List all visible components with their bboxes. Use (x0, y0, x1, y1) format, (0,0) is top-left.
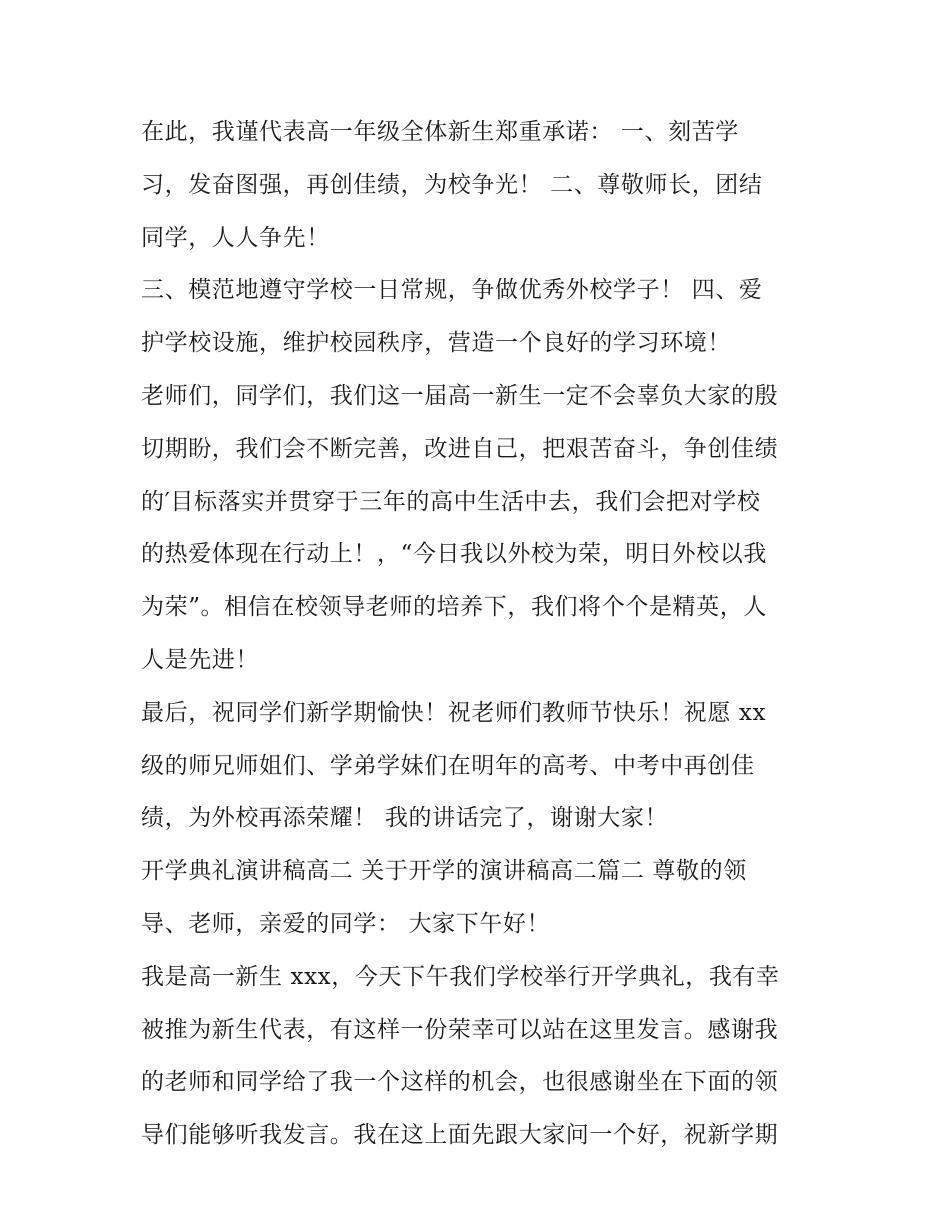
text-line: 导、老师，亲爱的同学： 大家下午好！ (141, 910, 551, 937)
text-line: 人是先进！ (141, 646, 259, 673)
text-line: 为荣”。相信在校领导老师的培养下，我们将个个是精英，人 (141, 594, 767, 621)
text-line: 级的师兄师姐们、学弟学妹们在明年的高考、中考中再创佳 (141, 752, 755, 779)
text-line: 导们能够听我发言。我在这上面先跟大家问一个好，祝新学期 (141, 1122, 779, 1149)
text-line: 我是高一新生 xxx，今天下午我们学校举行开学典礼，我有幸 (141, 963, 780, 990)
text-line: 老师们，同学们，我们这一届高一新生一定不会辜负大家的殷 (141, 382, 779, 409)
text-line: 三、模范地遵守学校一日常规，争做优秀外校学子！ 四、爱 (141, 277, 763, 304)
text-line: 在此，我谨代表高一年级全体新生郑重承诺： 一、刻苦学 (141, 119, 739, 145)
text-line: 最后，祝同学们新学期愉快！祝老师们教师节快乐！祝愿 xx (141, 699, 767, 726)
text-line: 习，发奋图强，再创佳绩，为校争光！ 二、尊敬师长，团结 (141, 171, 763, 198)
text-line: 被推为新生代表，有这样一份荣幸可以站在这里发言。感谢我 (141, 1016, 779, 1043)
text-line: 开学典礼演讲稿高二 关于开学的演讲稿高二篇二 尊敬的领 (141, 858, 747, 885)
document-body (141, 106, 831, 1162)
text-line: 切期盼，我们会不断完善，改进自己，把艰苦奋斗，争创佳绩 (141, 435, 779, 462)
text-line: 的老师和同学给了我一个这样的机会，也很感谢坐在下面的领 (141, 1069, 779, 1096)
text-line: 的′目标落实并贯穿于三年的高中生活中去，我们会把对学校 (141, 488, 761, 515)
text-line: 绩，为外校再添荣耀！ 我的讲话完了，谢谢大家！ (141, 805, 669, 832)
text-line: 同学，人人争先！ (141, 224, 330, 251)
text-line: 护学校设施，维护校园秩序，营造一个良好的学习环境！ (141, 330, 731, 357)
text-line: 的热爱体现在行动上！，“今日我以外校为荣，明日外校以我 (141, 541, 767, 568)
